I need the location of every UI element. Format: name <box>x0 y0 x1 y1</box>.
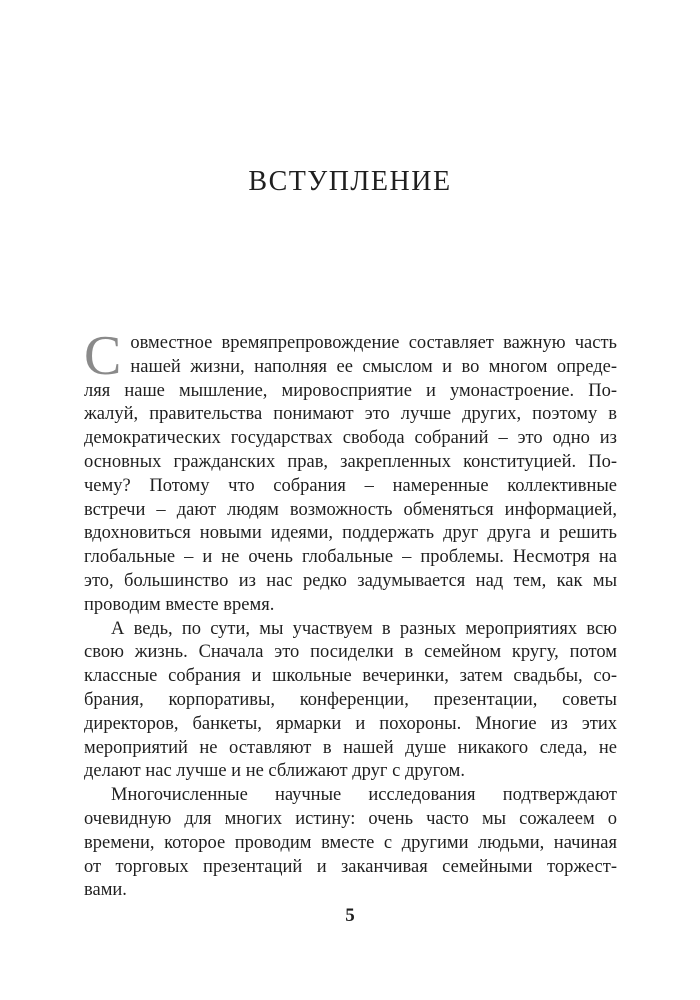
text-line: овместное времяпрепровождение составляет важную часть <box>130 333 617 353</box>
drop-cap-letter: С <box>84 325 122 387</box>
text-line: ляя наше мышление, мировосприятие и умонастроение. По- <box>84 380 617 401</box>
text-line: вами. <box>84 880 127 901</box>
text-line: А ведь, по сути, мы участвуем в разных мероприятиях всю <box>111 618 617 639</box>
text-line: демократических государствах свобода собраний – это одно из <box>84 428 617 449</box>
text-line: очевидную для многих истину: очень часто мы сожалеем о <box>84 808 617 829</box>
text-line: основных гражданских прав, закрепленных конституцией. По- <box>84 451 617 472</box>
text-line: это, большинство из нас редко задумывается над тем, как мы <box>84 570 617 591</box>
text-line: нашей жизни, наполняя ее смыслом и во многом опреде- <box>130 356 617 377</box>
paragraph <box>84 325 617 618</box>
text-line: встречи – дают людям возможность обменяться информацией, <box>84 499 617 520</box>
text-line: мероприятий не оставляют в нашей душе никакого следа, не <box>84 737 617 758</box>
text-line: чему? Потому что собрания – намеренные коллективные <box>84 475 617 496</box>
page-number: 5 <box>345 905 355 926</box>
chapter-title: ВСТУПЛЕНИЕ <box>248 166 452 197</box>
text-line: брания, корпоративы, конференции, презентации, советы <box>84 689 617 710</box>
text-line: вдохновиться новыми идеями, поддержать друг друга и решить <box>84 523 617 544</box>
text-line: от торговых презентаций и заканчивая семейными торжест- <box>84 856 617 877</box>
text-line: свою жизнь. Сначала это посиделки в семейном кругу, потом <box>84 642 617 663</box>
text-line: классные собрания и школьные вечеринки, затем свадьбы, со- <box>84 666 617 687</box>
paragraph <box>84 784 617 903</box>
text-line: делают нас лучше и не сближают друг с другом. <box>84 761 465 782</box>
text-line: директоров, банкеты, ярмарки и похороны. Многие из этих <box>84 713 617 734</box>
text-line: времени, которое проводим вместе с другими людьми, начиная <box>84 832 617 853</box>
text-line: проводим вместе время. <box>84 594 275 615</box>
text-line: Многочисленные научные исследования подтверждают <box>111 785 617 806</box>
text-line: глобальные – и не очень глобальные – проблемы. Несмотря на <box>84 547 617 568</box>
body-text <box>84 325 617 903</box>
text-line: жалуй, правительства понимают это лучше других, поэтому в <box>84 404 617 425</box>
paragraph <box>84 618 617 785</box>
